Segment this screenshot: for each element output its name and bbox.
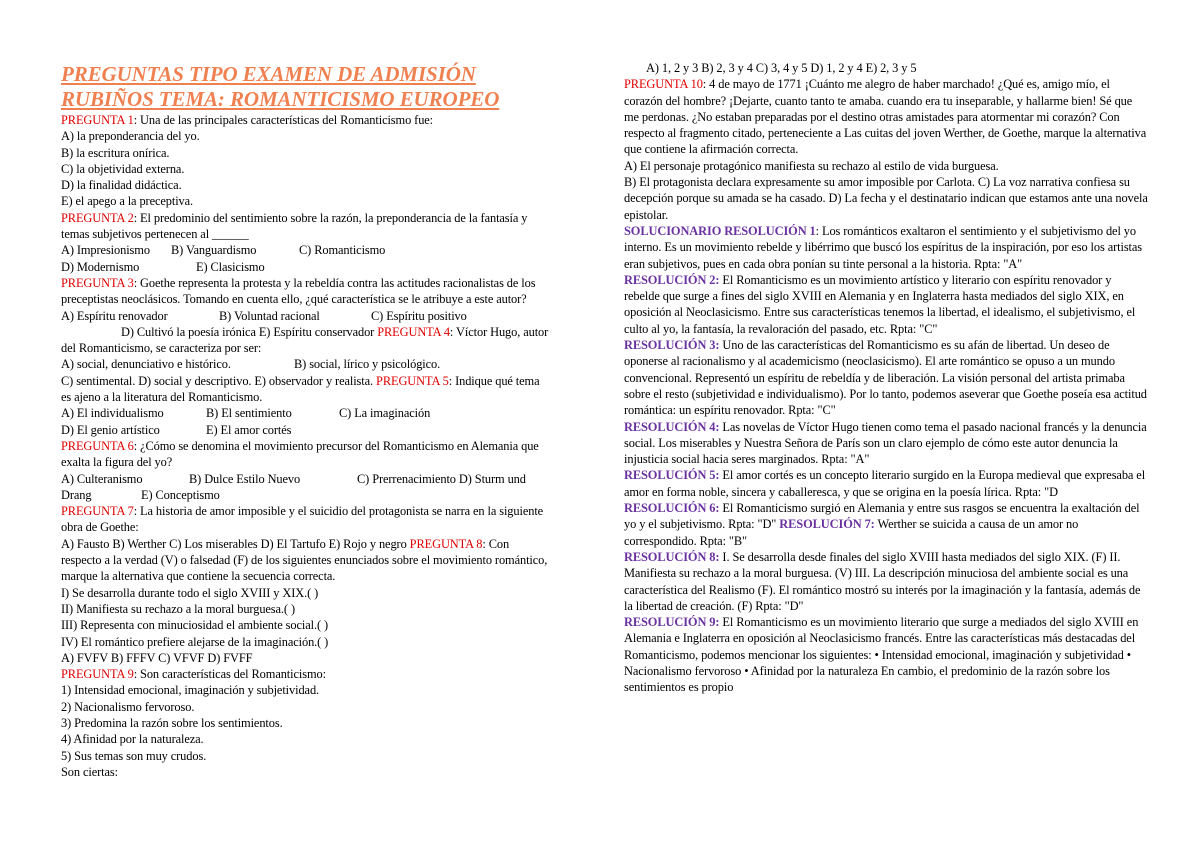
question-label: PREGUNTA 4 [377,324,450,339]
options-row [61,422,551,438]
options-row [61,405,551,421]
question-5 [61,373,551,406]
resolution-label: RESOLUCIÓN 8: [624,549,720,564]
statement: 1) Intensidad emocional, imaginación y subjetividad. [61,683,320,698]
statement: 3) Predomina la razón sobre los sentimientos. [61,715,283,730]
option: A) Fausto B) Werther C) Los miserables D) El Tartufo E) Rojo y negro [61,536,410,551]
resolution-6-7 [624,500,1149,549]
option: B) Voluntad racional [219,308,320,323]
options-row [61,308,551,324]
resolution-text: El Romanticismo es un movimiento artístico y literario con espíritu renovador y rebelde que surge a fines del siglo XVIII en Alemania y en Inglaterra hasta mediados del siglo XIX, en oposición al Neoclasicismo. Entre sus características tenemos la libertad, el idealismo, el subjetivismo, el culto al yo, la fantasía, la revaloración del pasado, etc. Rpta: "C" [624,272,1136,336]
option: C) Romanticismo [299,243,386,258]
resolution-text: El Romanticismo es un movimiento literario que surge a mediados del siglo XVIII en Alemania e Inglaterra en oposición al Neoclasicismo francés. Entre las características más destacadas del Romanticismo, podemos mencionar los siguientes: • Intensidad emocional, imaginación y subjetividad • Nacionalismo fervoroso • Afinidad por la naturaleza En cambio, el predominio de la razón sobre los sentimientos es propio [624,615,1139,695]
question-text: : 4 de mayo de 1771 ¡Cuánto me alegro de haber marchado! ¿Qué es, amigo mío, el corazón del hombre? ¡Dejarte, cuanto tanto te amaba. cuando era tu inseparable, y hallarme bien! Sé que me perdonas. ¿No estaban preparadas por el destino otras amistades para atormentar mi corazón? Con respecto al fragmento citado, perteneciente a Las cuitas del joven Werther, de Goethe, marque la alternativa que contiene la afirmación correcta. [624,77,1147,157]
document-title [61,62,551,112]
option: C) sentimental. D) social y descriptivo. E) observador y realista. [61,373,377,388]
resolution-label: RESOLUCIÓN 7: [779,517,875,532]
resolution-label: RESOLUCIÓN 2: [624,272,720,287]
resolution-text: Werther se suicida a causa de un amor no correspondido. Rpta: "B" [624,517,1079,548]
question-label: PREGUNTA 7 [61,504,134,519]
option: E) Conceptismo [141,487,220,502]
option: B) la escritura onírica. [61,145,170,160]
question-text: : Indique qué tema es ajeno a la literatura del Romanticismo. [61,373,540,405]
statement: II) Manifiesta su rechazo a la moral burguesa.( ) [61,601,295,616]
title-line-2: RUBIÑOS TEMA: ROMANTICISMO EUROPEO [61,87,500,111]
statement: 4) Afinidad por la naturaleza. [61,732,204,747]
question-label: PREGUNTA 2 [61,210,134,225]
question-label: PREGUNTA 1 [61,113,134,127]
question-label: PREGUNTA 9 [61,667,134,682]
question-label: PREGUNTA 8 [409,536,483,551]
option: E) Clasicismo [196,259,265,274]
question-7 [61,503,551,536]
question-text: : Goethe representa la protesta y la rebeldía contra las actitudes racionalistas de los preceptistas neoclásicos. Tomando en cuenta ello, ¿qué característica se le atribuye a este autor? [61,275,536,307]
question-text: : ¿Cómo se denomina el movimiento precursor del Romanticismo en Alemania que exalta la figura del yo? [61,438,539,470]
resolution-4 [624,419,1149,468]
question-label: PREGUNTA 6 [61,438,134,453]
resolution-text: El Romanticismo surgió en Alemania y entre sus rasgos se encuentra la exaltación del yo y el subjetivismo. Rpta: "D" [624,501,1140,532]
resolution-text: : Los románticos exaltaron el sentimiento y el subjetivismo del yo interno. Es un movimiento rebelde y libérrimo que buscó los espíritus de la inspiración, por eso los artistas eran subjetivos, pues en cada obra ponían su tinte personal a la historia. Rpta: "A" [624,223,1143,271]
resolution-text: Uno de las características del Romanticismo es su afán de libertad. Un deseo de oponerse al racionalismo y al academicismo (neoclasicismo). El arte romántico se opuso a un mundo convencional. Representó un espíritu de rebeldía y de liberación. La visión personal del artista primaba sobre el resto (subjetividad e individualismo). Por lo tanto, podemos aseverar que Goethe poseía esa actitud romántica: un espíritu renovador. Rpta: "C" [624,338,1147,418]
statement: Son ciertas: [61,764,118,779]
resolution-3 [624,337,1149,418]
statement: 2) Nacionalismo fervoroso. [61,699,195,714]
option: C) Espíritu positivo [371,308,467,323]
resolution-8 [624,549,1149,614]
options-row [61,487,551,503]
question-text: : La historia de amor imposible y el suicidio del protagonista se narra en la siguiente obra de Goethe: [61,504,544,535]
option: A) El individualismo [61,406,164,421]
statement: I) Se desarrolla durante todo el siglo XVIII y XIX.( ) [61,585,319,600]
resolution-label: RESOLUCIÓN 6: [624,501,720,516]
options-row [61,471,551,487]
option: B) Vanguardismo [171,243,257,258]
resolution-label: SOLUCIONARIO RESOLUCIÓN 1 [624,223,816,238]
question-text: : Una de las principales características del Romanticismo fue: [133,113,434,127]
resolution-5 [624,467,1149,500]
question-text: : Son características del Romanticismo: [133,667,326,682]
option: C) Prerrenacimiento D) Sturm und [357,471,526,486]
statement: III) Representa con minuciosidad el ambiente social.( ) [61,618,328,633]
option: Drang [61,487,92,502]
resolution-text: Las novelas de Víctor Hugo tienen como tema el pasado nacional francés y la denuncia social. Los miserables y Nuestra Señora de París son un claro ejemplo de cómo este autor denuncia la injusticia social hacia seres marginados. Rpta: "A" [624,419,1147,467]
statement: IV) El romántico prefiere alejarse de la imaginación.( ) [61,634,329,649]
option: D) Cultivó la poesía irónica E) Espíritu conservador [121,324,378,339]
option: D) la finalidad didáctica. [61,178,182,193]
question-10 [624,76,1149,157]
question-text: : Con respecto a la verdad (V) o falsedad (F) de los siguientes enunciados sobre el movimiento romántico, marque la alternativa que contiene la secuencia correcta. [61,536,548,584]
question-2 [61,210,551,243]
right-column [624,60,1149,696]
question-3 [61,275,551,308]
question-text: : El predominio del sentimiento sobre la razón, la preponderancia de la fantasía y temas subjetivos pertenecen al ______ [61,210,528,242]
question-label: PREGUNTA 3 [61,275,134,290]
options-row [61,259,551,275]
question-label: PREGUNTA 5 [376,373,449,388]
resolution-2 [624,272,1149,337]
option: B) El sentimiento [206,406,292,421]
resolution-9 [624,614,1149,695]
question-1 [61,112,551,128]
resolution-label: RESOLUCIÓN 9: [624,615,720,630]
resolution-label: RESOLUCIÓN 4: [624,419,720,434]
resolution-text: El amor cortés es un concepto literario surgido en la Europa medieval que expresaba el amor en forma noble, sincera y caballeresca, y que se origina en la poesía lírica. Rpta: "D [624,468,1146,499]
question-4 [61,324,551,357]
statement: 5) Sus temas son muy crudos. [61,748,207,763]
question-6 [61,438,551,471]
question-text: : Víctor Hugo, autor del Romanticismo, se caracteriza por ser: [61,324,549,356]
options-row: A) FVFV B) FFFV C) VFVF D) FVFF [61,650,253,665]
option: A) social, denunciativo e histórico. [61,357,231,372]
resolution-label: RESOLUCIÓN 5: [624,468,720,483]
options-row [61,356,551,372]
option: A) El personaje protagónico manifiesta su rechazo al estilo de vida burguesa. [624,158,999,173]
option: B) Dulce Estilo Nuevo [189,471,301,486]
title-line-1: PREGUNTAS TIPO EXAMEN DE ADMISIÓN [61,62,476,86]
option: E) El amor cortés [206,422,292,437]
left-column [61,62,551,780]
question-8 [61,536,551,585]
option: C) La imaginación [339,406,431,421]
options-row [61,242,551,258]
question-label: PREGUNTA 10 [624,77,703,92]
option: B) social, lírico y psicológico. [294,357,441,372]
option: A) la preponderancia del yo. [61,129,200,144]
option: C) la objetividad externa. [61,161,185,176]
resolution-text: I. Se desarrolla desde finales del siglo XVIII hasta mediados del siglo XIX. (F) II. Manifiesta su rechazo a la moral burguesa. (V) III. La descripción minuciosa del ambiente social es una característica del Realismo (F). El romántico mostró su interés por la imaginación y la fantasía, además de la libertad de creación. (F) Rpta: "D" [624,549,1141,613]
question-9 [61,666,551,682]
resolution-label: RESOLUCIÓN 3: [624,338,720,353]
option: A) Impresionismo [61,243,150,258]
resolution-1 [624,223,1149,272]
option: A) Culteranismo [61,471,143,486]
option: E) el apego a la preceptiva. [61,194,194,209]
option: D) El genio artístico [61,422,160,437]
options-paragraph: B) El protagonista declara expresamente su amor imposible por Carlota. C) La voz narrativa confiesa su decepción porque su amada se ha casado. D) La fecha y el destinatario indican que estamos ante una novela epistolar. [624,175,1148,222]
options-row: A) 1, 2 y 3 B) 2, 3 y 4 C) 3, 4 y 5 D) 1, 2 y 4 E) 2, 3 y 5 [646,61,917,75]
option: A) Espíritu renovador [61,308,168,323]
option: D) Modernismo [61,259,140,274]
